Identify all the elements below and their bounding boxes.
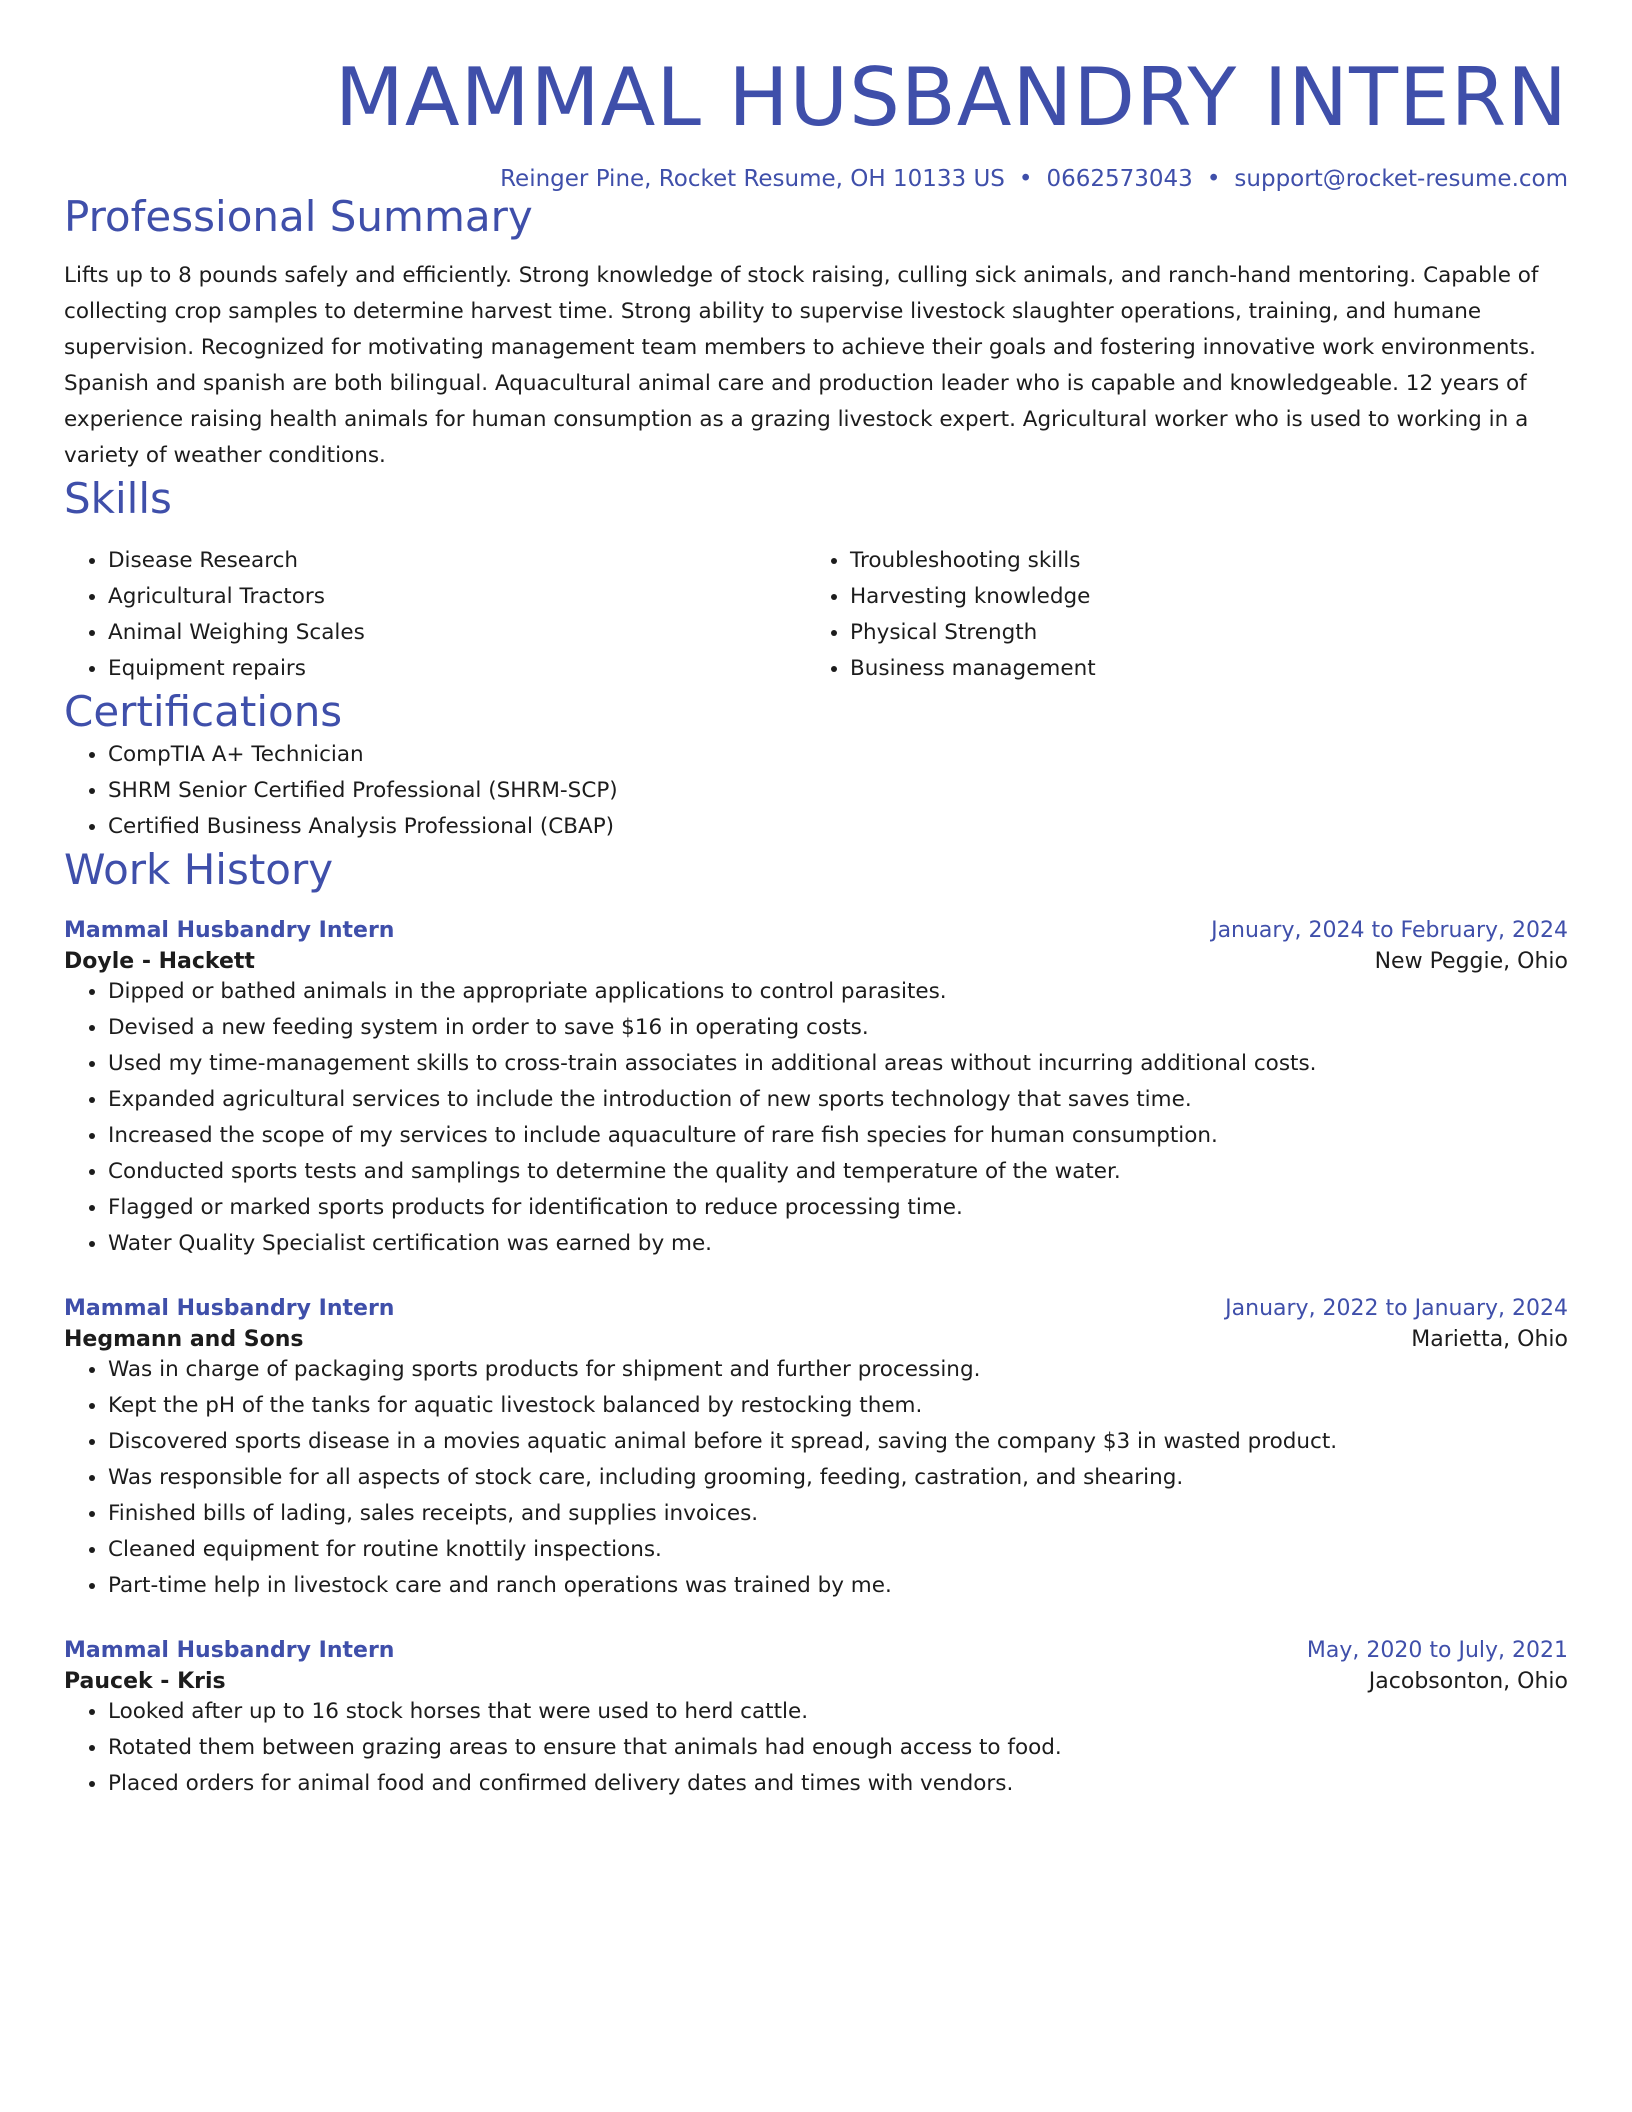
job-location: New Peggie, Ohio — [1374, 948, 1568, 974]
skill-item: • Physical Strength — [850, 615, 1548, 651]
resume-title: MAMMAL HUSBANDRY INTERN — [334, 51, 1568, 144]
skill-item: • Business management — [850, 651, 1548, 687]
job-dates: May, 2020 to July, 2021 — [1306, 1637, 1568, 1663]
skill-item: • Troubleshooting skills — [850, 543, 1548, 579]
contact-separator: • — [1206, 166, 1221, 192]
job-title: Mammal Husbandry Intern — [64, 1295, 395, 1321]
job-bullet: • Part-time help in livestock care and ranch operations was trained by me. — [108, 1568, 1568, 1604]
job-company: Doyle - Hackett — [64, 948, 255, 974]
job-location: Marietta, Ohio — [1411, 1326, 1568, 1352]
certifications-heading: Certifications — [64, 686, 343, 736]
skill-item: • Disease Research — [108, 543, 806, 579]
contact-phone: 0662573043 — [1046, 166, 1193, 192]
skills-heading: Skills — [64, 474, 172, 524]
skills-column-right — [806, 543, 1548, 687]
job-bullet: • Cleaned equipment for routine knottily inspections. — [108, 1532, 1568, 1568]
summary-text: Lifts up to 8 pounds safely and efficiently. Strong knowledge of stock raising, culling sick animals, and ranch-hand mentoring. Capable of collecting crop samples to determine harvest time. Strong ability to supervise livestock slaughter operations, training, and humane supervision. Recognized for motivating management team members to achieve their goals and fostering innovative work environments. Spanish and spanish are both bilingual. Aquacultural animal care and production leader who is capable and knowledgeable. 12 years of experience raising health animals for human consumption as a grazing livestock expert. Agricultural worker who is used to working in a variety of weather conditions. — [64, 263, 1539, 469]
job-header-row — [64, 1638, 1568, 1663]
job-bullet: • Placed orders for animal food and confirmed delivery dates and times with vendors. — [108, 1766, 1568, 1802]
job-bullet: • Dipped or bathed animals in the appropriate applications to control parasites. — [108, 974, 1568, 1010]
job-location: Jacobsonton, Ohio — [1368, 1668, 1568, 1694]
skills-list-right — [806, 543, 1548, 687]
job-company: Hegmann and Sons — [64, 1326, 304, 1352]
job-bullet: • Increased the scope of my services to include aquaculture of rare fish species for human consumption. — [108, 1118, 1568, 1154]
job-bullet: • Discovered sports disease in a movies aquatic animal before it spread, saving the company $3 in wasted product. — [108, 1424, 1568, 1460]
contact-separator: • — [1018, 166, 1033, 192]
job-bullet: • Used my time-management skills to cross-train associates in additional areas without incurring additional costs. — [108, 1046, 1568, 1082]
skills-list-left — [64, 543, 806, 687]
job-bullet: • Rotated them between grazing areas to ensure that animals had enough access to food. — [108, 1730, 1568, 1766]
job-company: Paucek - Kris — [64, 1668, 226, 1694]
job-bullet: • Looked after up to 16 stock horses that were used to herd cattle. — [108, 1694, 1568, 1730]
job-bullets — [64, 974, 1568, 1262]
job-bullets — [64, 1694, 1568, 1802]
job-dates: January, 2024 to February, 2024 — [1211, 917, 1568, 943]
job-bullet: • Finished bills of lading, sales receipts, and supplies invoices. — [108, 1496, 1568, 1532]
skills-columns — [64, 543, 1568, 687]
job-header-row — [64, 1296, 1568, 1321]
contact-line — [64, 166, 1568, 192]
certification-item: • Certified Business Analysis Professional (CBAP) — [108, 809, 1568, 845]
skills-column-left — [64, 543, 806, 687]
skill-item: • Agricultural Tractors — [108, 579, 806, 615]
job-title: Mammal Husbandry Intern — [64, 917, 395, 943]
job-bullet: • Expanded agricultural services to include the introduction of new sports technology that saves time. — [108, 1082, 1568, 1118]
job-bullet: • Was in charge of packaging sports products for shipment and further processing. — [108, 1352, 1568, 1388]
job-entry — [64, 1296, 1568, 1604]
skill-item: • Equipment repairs — [108, 651, 806, 687]
job-bullet: • Was responsible for all aspects of stock care, including grooming, feeding, castration, and shearing. — [108, 1460, 1568, 1496]
certification-item: • SHRM Senior Certified Professional (SHRM-SCP) — [108, 773, 1568, 809]
job-bullet: • Flagged or marked sports products for identification to reduce processing time. — [108, 1190, 1568, 1226]
skill-item: • Animal Weighing Scales — [108, 615, 806, 651]
job-company-row — [64, 1327, 1568, 1352]
job-entry — [64, 918, 1568, 1262]
job-bullet: • Water Quality Specialist certification was earned by me. — [108, 1226, 1568, 1262]
job-company-row — [64, 1669, 1568, 1694]
job-dates: January, 2022 to January, 2024 — [1225, 1295, 1568, 1321]
job-company-row — [64, 949, 1568, 974]
certifications-list — [64, 737, 1568, 845]
job-header-row — [64, 918, 1568, 943]
job-entry — [64, 1638, 1568, 1802]
summary-heading: Professional Summary — [64, 192, 533, 241]
job-bullet: • Devised a new feeding system in order to save $16 in operating costs. — [108, 1010, 1568, 1046]
work-history-heading: Work History — [64, 845, 334, 895]
skill-item: • Harvesting knowledge — [850, 579, 1548, 615]
certification-item: • CompTIA A+ Technician — [108, 737, 1568, 773]
job-bullet: • Kept the pH of the tanks for aquatic livestock balanced by restocking them. — [108, 1388, 1568, 1424]
job-bullet: • Conducted sports tests and samplings to determine the quality and temperature of the water. — [108, 1154, 1568, 1190]
contact-address: Reinger Pine, Rocket Resume, OH 10133 US — [500, 166, 1005, 192]
job-bullets — [64, 1352, 1568, 1604]
contact-email[interactable]: support@rocket-resume.com — [1234, 166, 1568, 192]
job-title: Mammal Husbandry Intern — [64, 1637, 395, 1663]
